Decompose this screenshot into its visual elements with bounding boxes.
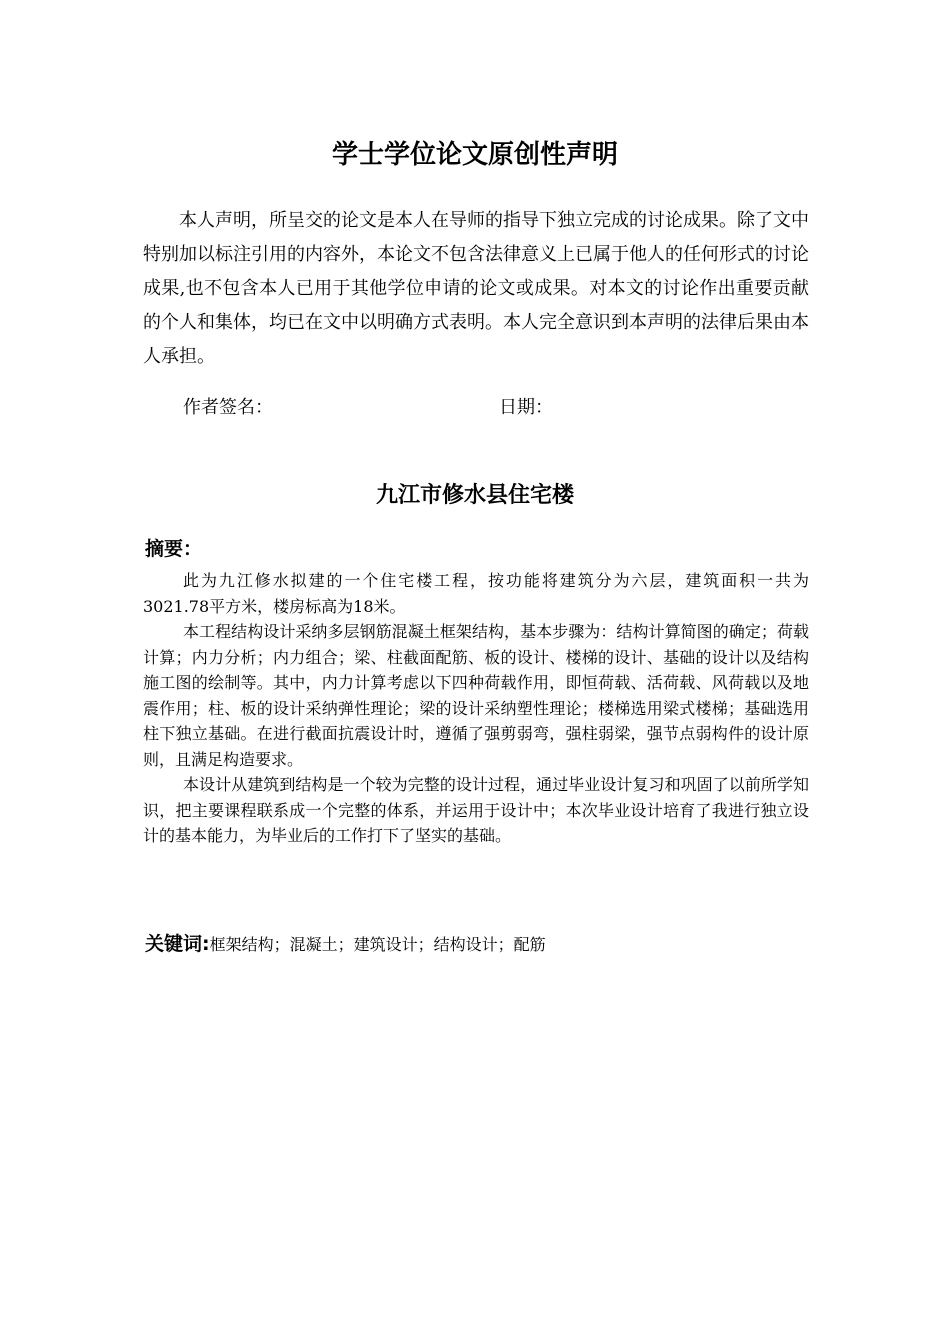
keywords-row [145,930,805,959]
abstract-label: 摘要： [145,538,203,560]
declaration-paragraph: 本人声明，所呈交的论文是本人在导师的指导下独立完成的讨论成果。除了文中特别加以标注引用的内容外，本论文不包含法律意义上已属于他人的任何形式的讨论成果,也不包含本人已用于其他学位申请的论文或成果。对本文的讨论作出重要贡献的个人和集体，均已在文中以明确方式表明。本人完全意识到本声明的法律后果由本人承担。 [143,210,809,367]
date-label: 日期： [499,397,553,418]
abstract-body [143,568,809,849]
abstract-paragraph: 此为九江修水拟建的一个住宅楼工程，按功能将建筑分为六层，建筑面积一共为3021.78平方米，楼房标高为18米。 [143,571,809,616]
abstract-paragraph: 本设计从建筑到结构是一个较为完整的设计过程，通过毕业设计复习和巩固了以前所学知识，把主要课程联系成一个完整的体系，并运用于设计中；本次毕业设计培育了我进行独立设计的基本能力，为毕业后的工作打下了坚实的基础。 [143,775,809,845]
thesis-title: 九江市修水县住宅楼 [375,483,574,508]
keywords-text: 框架结构；混凝土；建筑设计；结构设计；配筋 [209,935,546,954]
declaration-body [143,204,809,374]
abstract-paragraph: 本工程结构设计采纳多层钢筋混凝土框架结构，基本步骤为：结构计算简图的确定；荷载计算；内力分析；内力组合；梁、柱截面配筋、板的设计、楼梯的设计、基础的设计以及结构施工图的绘制等。其中，内力计算考虑以下四种荷载作用，即恒荷载、活荷载、风荷载以及地震作用；柱、板的设计采纳弹性理论；梁的设计采纳塑性理论；楼梯选用梁式楼梯；基础选用柱下独立基础。在进行截面抗震设计时，遵循了强剪弱弯，强柱弱梁，强节点弱构件的设计原则，且满足构造要求。 [143,622,809,769]
declaration-title: 学士学位论文原创性声明 [331,140,618,170]
keywords-label: 关键词: [145,933,210,955]
signature-label: 作者签名： [183,397,273,418]
